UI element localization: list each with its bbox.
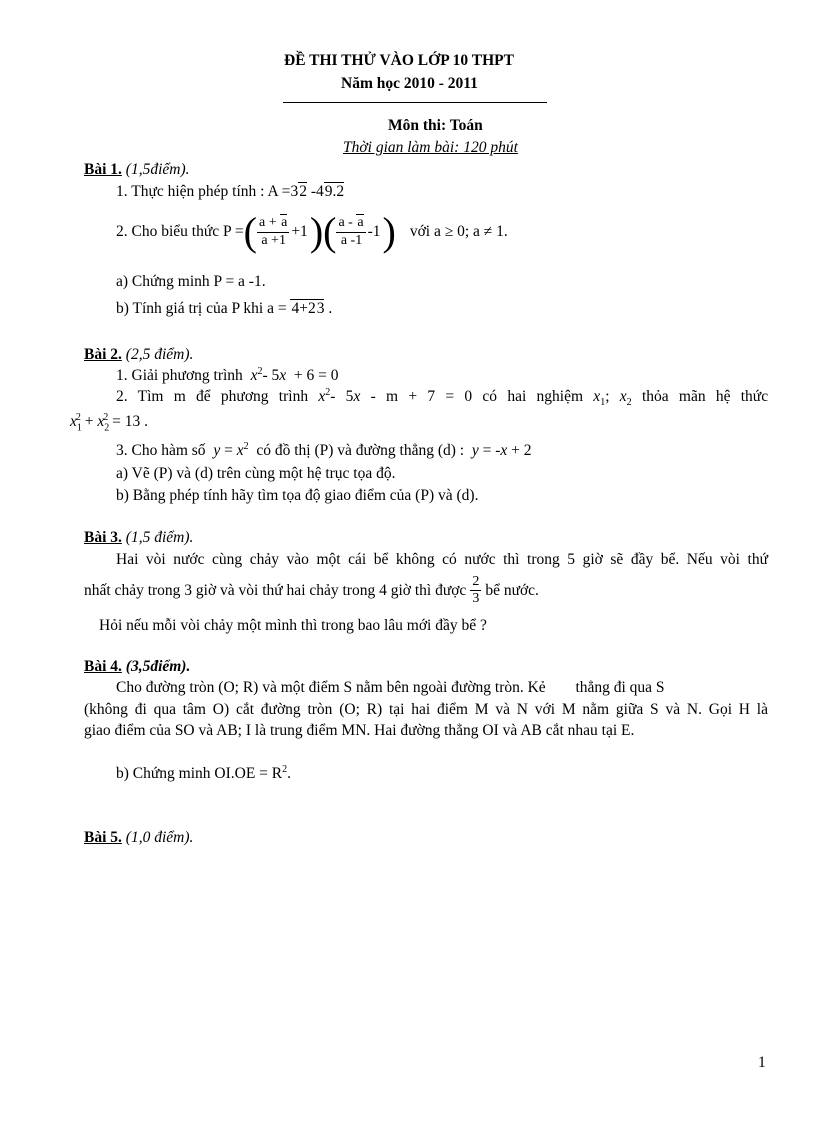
subject: Môn thi: Toán — [388, 117, 483, 134]
fraction-two-thirds: $\frac{2}{3}$ — [472, 574, 480, 607]
bai2-qb: b) Bằng phép tính hãy tìm tọa độ giao điểm của (P) và (d). — [116, 487, 479, 504]
bai3-line2-text-b: bể nước. — [485, 581, 539, 599]
bai4-label: Bài 4. — [84, 658, 122, 675]
paren-open-icon: ( — [243, 209, 257, 254]
paren-close-icon: ) — [309, 209, 324, 254]
bai3-heading — [84, 529, 193, 547]
bai4-line1 — [116, 679, 665, 697]
bai4-qb-text: b) Chứng minh OI.OE = R — [116, 765, 283, 783]
bai1-heading — [84, 161, 189, 179]
bai1-q2-condition: với a ≥ 0; a ≠ 1. — [409, 223, 508, 240]
bai3-line2-text: nhất chảy trong 3 giờ và vòi thứ hai chảy trong 4 giờ thì được — [84, 581, 467, 599]
school-year: Năm học 2010 - 2011 — [341, 75, 478, 92]
bai2-q3-text-b: có đồ thị (P) và đường thẳng (d) : — [256, 442, 465, 460]
bai2-q3-func: $y = x^2$ — [213, 441, 249, 460]
bai2-q3-line: y = -x + 2 — [471, 442, 532, 460]
bai2-points: (2,5 điểm). — [125, 346, 194, 363]
header-divider — [283, 102, 547, 103]
bai2-qa: a) Vẽ (P) và (d) trên cùng một hệ trục tọa độ. — [116, 465, 396, 482]
bai5-points: (1,0 điểm). — [125, 829, 194, 846]
bai3-points: (1,5 điểm). — [125, 529, 194, 546]
bai4-points: (3,5điểm). — [125, 658, 191, 675]
bai4-line2-text: (không đi qua tâm O) cắt đường tròn (O; R) tại hai điểm M và N với M nằm giữa S và N. Gọi H là — [84, 701, 768, 718]
bai3-line1 — [116, 551, 768, 569]
bai1-q2: 2. Cho biểu thức P = ( $\frac{a + a}{a +1}$ +1 ) ( $\frac{a - a}{a -1}$ -1 ) với a ≥ 0; a ≠ 1. — [116, 209, 508, 254]
bai3-line2 — [84, 574, 539, 607]
bai4-line3: giao điểm của SO và AB; I là trung điểm MN. Hai đường thẳng OI và AB cắt nhau tại E. — [84, 722, 635, 739]
bai2-q2-roots: $x_1$; $x_2$ — [593, 388, 632, 409]
bai2-q2-text-c: thỏa mãn hệ thức — [641, 388, 769, 406]
bai1-qb-text: b) Tính giá trị của P khi a = — [116, 300, 287, 317]
bai3-line1-text: Hai vòi nước cùng chảy vào một cái bể không có nước thì trong 5 giờ sẽ đầy bể. Nếu vòi thứ — [116, 551, 768, 568]
bai1-qb — [116, 300, 332, 318]
fraction-1: $\frac{a + a}{a +1}$ — [258, 215, 288, 248]
time-limit: Thời gian làm bài: 120 phút — [343, 139, 518, 156]
bai2-q1-text: 1. Giải phương trình — [116, 367, 243, 385]
bai4-line1-text-b: thẳng đi qua S — [575, 679, 665, 696]
bai1-q1 — [116, 183, 344, 201]
bai2-q3-text: 3. Cho hàm số — [116, 442, 206, 460]
bai2-label: Bài 2. — [84, 346, 122, 363]
bai1-q1-text: 1. Thực hiện phép tính : A = — [116, 183, 291, 200]
fraction-2: $\frac{a - a}{a -1}$ — [338, 215, 364, 248]
page-title: ĐỀ THI THỬ VÀO LỚP 10 THPT — [284, 52, 514, 69]
bai4-heading — [84, 658, 190, 676]
bai4-qb: b) Chứng minh $OI.OE = R^2$. — [116, 764, 291, 783]
bai2-q2 — [116, 387, 768, 408]
bai2-heading — [84, 346, 193, 364]
bai1-q1-formula: 32 -49.2 — [290, 183, 345, 200]
bai1-label: Bài 1. — [84, 161, 122, 178]
bai1-points: (1,5điểm). — [125, 161, 190, 178]
bai4-line2 — [84, 701, 768, 719]
bai1-qb-formula: 4+23 . — [291, 300, 333, 317]
bai2-q1-formula: $x^2-$ 5x + 6 = 0 — [250, 366, 339, 385]
bai2-q2-relation: $x_1^2 + x_2^2 = 13$ . — [70, 412, 149, 434]
bai1-q2-text: 2. Cho biểu thức P = — [116, 223, 244, 240]
bai2-q2-text-b: có hai nghiệm — [482, 388, 584, 406]
bai1-qa: a) Chứng minh P = a -1. — [116, 273, 266, 290]
bai2-q1 — [116, 366, 339, 385]
paren-close-icon-2: ) — [382, 209, 396, 254]
page-number: 1 — [758, 1054, 766, 1071]
bai2-q2-text: 2. Tìm m để phương trình — [116, 388, 309, 406]
bai2-q2-eq: $x^2-$ 5x - m + 7 = 0 — [318, 387, 473, 406]
paren-open-icon-2: ( — [323, 209, 337, 254]
bai5-heading — [84, 829, 193, 847]
bai2-q3 — [116, 441, 532, 460]
bai4-line1-text: Cho đường tròn (O; R) và một điểm S nằm bên ngoài đường tròn. Kẻ — [116, 679, 546, 696]
bai5-label: Bài 5. — [84, 829, 122, 846]
bai3-label: Bài 3. — [84, 529, 122, 546]
bai3-line3: Hỏi nếu mỗi vòi chảy một mình thì trong bao lâu mới đầy bể ? — [99, 617, 487, 634]
